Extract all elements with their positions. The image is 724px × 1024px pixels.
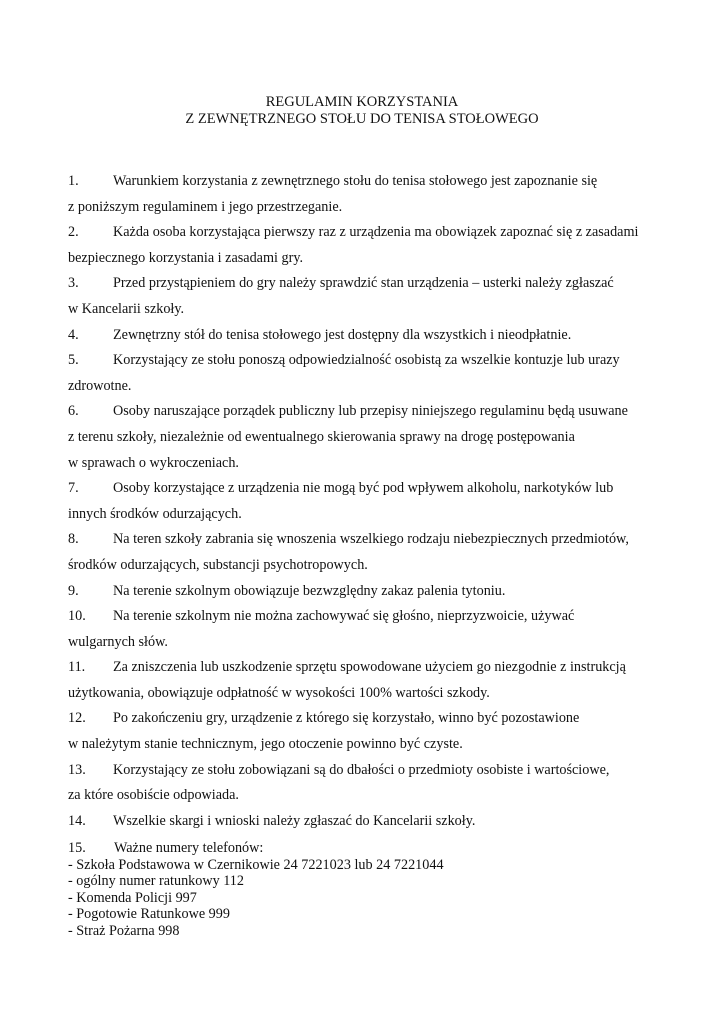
rule-text: z terenu szkoły, niezależnie od ewentualnego skierowania sprawy na drogę postępowania — [68, 428, 575, 445]
rule-text: wulgarnych słów. — [68, 633, 168, 650]
rule-item — [68, 220, 668, 271]
rule-number: 5. — [68, 352, 79, 369]
rule-item — [68, 604, 668, 655]
rule-text: w należytym stanie technicznym, jego otoczenie powinno być czyste. — [68, 736, 463, 753]
rule-number: 15. — [68, 840, 86, 856]
rule-text: Wszelkie skargi i wnioski należy zgłaszać do Kancelarii szkoły. — [113, 812, 476, 829]
phone-item: - Szkoła Podstawowa w Czernikowie 24 7221023 lub 24 7221044 — [68, 856, 444, 873]
rule-text: użytkowania, obowiązuje odpłatność w wysokości 100% wartości szkody. — [68, 684, 490, 701]
rule-number: 4. — [68, 326, 79, 343]
rule-text: w sprawach o wykroczeniach. — [68, 454, 239, 471]
rule-number: 14. — [68, 812, 86, 829]
rule-number: 9. — [68, 582, 79, 599]
rule-text: Korzystający ze stołu zobowiązani są do dbałości o przedmioty osobiste i wartościowe, — [113, 761, 610, 778]
rule-text: środków odurzających, substancji psychotropowych. — [68, 556, 368, 573]
rules-list — [68, 169, 668, 834]
rule-item — [68, 579, 668, 605]
rule-text: Po zakończeniu gry, urządzenie z którego się korzystało, winno być pozostawione — [113, 710, 580, 727]
rule-text: Na terenie szkolnym obowiązuje bezwzględny zakaz palenia tytoniu. — [113, 582, 506, 599]
rule-item — [68, 706, 668, 757]
document-title-line-1: REGULAMIN KORZYSTANIA — [265, 94, 459, 110]
rule-number: 2. — [68, 224, 79, 241]
rule-item — [68, 348, 668, 399]
rule-item — [68, 809, 668, 835]
rule-text: Na teren szkoły zabrania się wnoszenia wszelkiego rodzaju niebezpiecznych przedmiotów, — [113, 531, 629, 548]
rule-number: 6. — [68, 403, 79, 420]
phone-item: - Pogotowie Ratunkowe 999 — [68, 906, 230, 923]
rule-text: Za zniszczenia lub uszkodzenie sprzętu spowodowane użyciem go niezgodnie z instrukcją — [113, 659, 626, 676]
phone-heading: Ważne numery telefonów: — [114, 840, 264, 856]
rule-item — [68, 323, 668, 349]
rule-text: Warunkiem korzystania z zewnętrznego stołu do tenisa stołowego jest zapoznanie się — [113, 173, 598, 189]
rule-item — [68, 527, 668, 578]
rule-number: 7. — [68, 480, 79, 497]
rule-number: 12. — [68, 710, 86, 727]
rule-number: 13. — [68, 761, 86, 778]
rule-item — [68, 271, 668, 322]
rule-text: w Kancelarii szkoły. — [68, 300, 185, 317]
rule-text: bezpiecznego korzystania i zasadami gry. — [68, 249, 304, 266]
phone-numbers-section — [68, 840, 444, 940]
rule-item — [68, 758, 668, 809]
rule-text: Na terenie szkolnym nie można zachowywać się głośno, nieprzyzwoicie, używać — [113, 608, 575, 625]
rule-item — [68, 399, 668, 476]
rule-item — [68, 169, 668, 220]
rule-text: z poniższym regulaminem i jego przestrzeganie. — [68, 198, 343, 215]
rule-text: za które osobiście odpowiada. — [68, 787, 239, 804]
rule-text: Osoby naruszające porządek publiczny lub przepisy niniejszego regulaminu będą usuwane — [113, 403, 628, 420]
rule-text: Przed przystąpieniem do gry należy sprawdzić stan urządzenia – usterki należy zgłaszać — [113, 275, 614, 292]
rule-text: zdrowotne. — [68, 377, 132, 394]
rule-number: 10. — [68, 608, 86, 625]
rule-item — [68, 655, 668, 706]
rule-item — [68, 476, 668, 527]
rule-number: 3. — [68, 275, 79, 292]
rule-text: Korzystający ze stołu ponoszą odpowiedzialność osobistą za wszelkie kontuzje lub urazy — [113, 352, 620, 369]
phone-item: - Straż Pożarna 998 — [68, 922, 180, 939]
rule-text: Zewnętrzny stół do tenisa stołowego jest dostępny dla wszystkich i nieodpłatnie. — [113, 326, 572, 343]
rule-number: 8. — [68, 531, 79, 548]
phone-item: - Komenda Policji 997 — [68, 889, 197, 906]
rule-text: Każda osoba korzystająca pierwszy raz z urządzenia ma obowiązek zapoznać się z zasadami — [113, 224, 639, 241]
rule-number: 11. — [68, 659, 86, 676]
rule-number: 1. — [68, 173, 79, 189]
rule-text: Osoby korzystające z urządzenia nie mogą być pod wpływem alkoholu, narkotyków lub — [113, 480, 614, 497]
phone-item: - ogólny numer ratunkowy 112 — [68, 873, 244, 890]
rule-text: innych środków odurzających. — [68, 505, 242, 522]
document-title-line-2: Z ZEWNĘTRZNEGO STOŁU DO TENISA STOŁOWEGO — [185, 111, 539, 127]
